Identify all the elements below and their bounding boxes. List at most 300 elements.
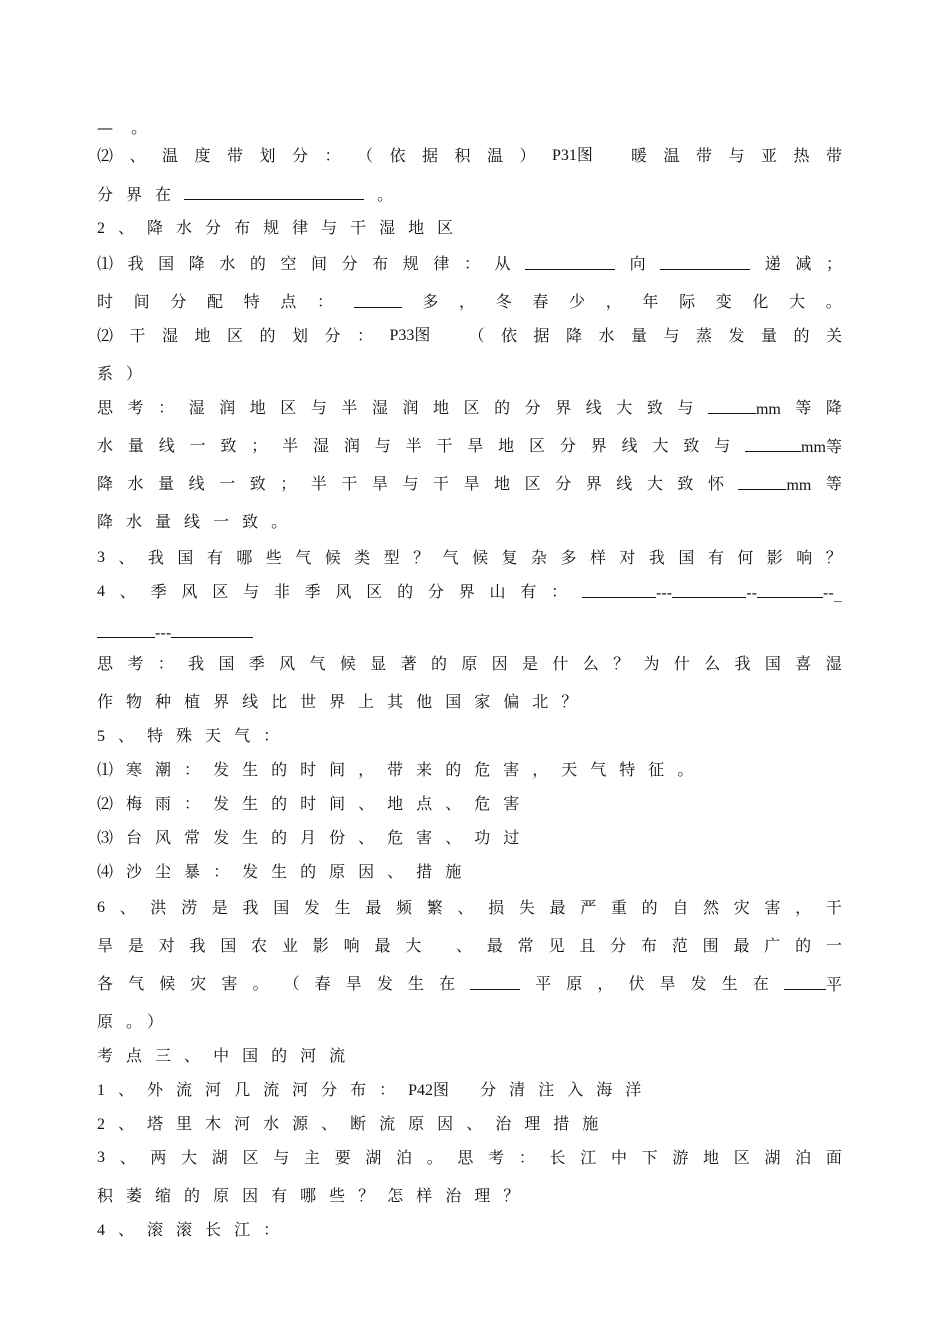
text-token: 几 [234, 1080, 251, 1099]
text-token: 带 [387, 760, 404, 779]
text-token: 生 [407, 974, 424, 993]
text-token: 分 [292, 146, 309, 165]
text-token: 湿 [313, 436, 330, 455]
text-token: 干 [433, 474, 450, 493]
text-token: 湿 [162, 326, 179, 345]
text-token: 生 [271, 862, 288, 881]
text-token: 思 [97, 654, 114, 673]
text-token: 3 [97, 1149, 105, 1166]
text-token: 致 [646, 398, 663, 417]
text-token: 样 [589, 548, 606, 567]
text-token: 与 [310, 398, 327, 417]
text-token: ： [357, 326, 374, 345]
text-token: 分 [524, 398, 541, 417]
text-token: 、 [118, 1114, 135, 1133]
fill-in-blank [672, 580, 746, 598]
text-token: 。 [126, 1012, 135, 1031]
text-token: 国 [158, 254, 175, 273]
text-token: 的 [641, 898, 658, 917]
text-token: 水 [263, 1114, 280, 1133]
text-token: 哪 [300, 1186, 317, 1205]
text-token: 1 [97, 1082, 105, 1099]
text-token: 影 [312, 936, 329, 955]
text-token: 湿 [188, 398, 205, 417]
text-token: P33图 [389, 327, 431, 344]
text-token [525, 252, 615, 276]
text-token: 6 [97, 899, 105, 916]
text-token: 变 [715, 292, 732, 311]
text-token: 家 [474, 692, 491, 711]
text-token: 国 [242, 1046, 259, 1065]
text-token: 从 [494, 254, 511, 273]
text-token: 的 [184, 1186, 201, 1205]
text-token: 思 [97, 398, 114, 417]
text-token: 萎 [126, 1186, 143, 1205]
text-token: 干 [436, 436, 453, 455]
text-token: 梅 [126, 794, 143, 813]
text-token: 长 [205, 1220, 222, 1239]
text-token: 潮 [155, 760, 172, 779]
text-token: 尘 [155, 862, 172, 881]
text-token: 我 [147, 548, 164, 567]
text-line [97, 144, 842, 168]
text-token: 治 [445, 1186, 462, 1205]
text-token: 湿 [371, 398, 388, 417]
text-token: 间 [329, 794, 346, 813]
text-line [97, 758, 842, 782]
text-token: 干 [129, 326, 146, 345]
text-token: 与 [273, 1148, 290, 1167]
text-token: 致 [220, 436, 237, 455]
text-token: 游 [672, 1148, 689, 1167]
text-token: 、 [118, 1220, 135, 1239]
text-token: 与 [374, 436, 391, 455]
text-token: 区 [733, 1148, 750, 1167]
text-token: 布 [372, 254, 389, 273]
text-line [97, 1184, 842, 1208]
text-token: 温 [162, 146, 179, 165]
text-token: 常 [517, 936, 534, 955]
text-token: 、 [119, 582, 136, 601]
text-line [97, 620, 842, 644]
text-token: 依 [500, 326, 517, 345]
text-token: ？ [561, 692, 578, 711]
text-token: 、 [457, 898, 474, 917]
text-line [97, 216, 842, 240]
text-token: 风 [155, 828, 172, 847]
text-token [184, 185, 364, 204]
text-token: 生 [242, 794, 259, 813]
text-token: 业 [281, 936, 298, 955]
text-token: 多 [422, 292, 439, 311]
text-line [97, 1146, 842, 1170]
text-token: 源 [292, 1114, 309, 1133]
text-token: 考 [488, 1148, 505, 1167]
text-token: 、 [118, 218, 135, 237]
text-token: 发 [213, 760, 230, 779]
text-token: ： [263, 1220, 280, 1239]
text-line [97, 724, 842, 748]
text-token: 要 [334, 1148, 351, 1167]
text-token: 重 [610, 898, 627, 917]
text-token: 著 [400, 654, 417, 673]
text-token: 一 [189, 436, 206, 455]
text-token: 哪 [236, 548, 253, 567]
text-token: 的 [793, 326, 810, 345]
text-line [97, 252, 842, 276]
text-token: 与 [321, 218, 338, 237]
text-token: 空 [280, 254, 297, 273]
text-token: 份 [329, 828, 346, 847]
text-token: 时 [300, 794, 317, 813]
text-token: 少 [569, 292, 586, 311]
text-token: 致 [683, 436, 700, 455]
text-token: 响 [343, 936, 360, 955]
text-token [609, 144, 614, 168]
text-token: 的 [249, 254, 266, 273]
text-token: 一 [825, 936, 842, 955]
text-token: 、 [445, 794, 462, 813]
text-token: 范 [671, 936, 688, 955]
text-token: 区 [212, 582, 229, 601]
text-token: 分 [324, 326, 341, 345]
text-token: 主 [303, 1148, 320, 1167]
text-token: 润 [343, 436, 360, 455]
text-token: ： [463, 254, 480, 273]
text-token: 区 [366, 582, 383, 601]
text-token: 旱 [345, 974, 362, 993]
text-token: 地 [408, 218, 425, 237]
text-token: 来 [416, 760, 433, 779]
text-token [738, 472, 811, 496]
text-token: （ [283, 974, 300, 993]
text-token: 界 [555, 398, 572, 417]
text-token: 流 [263, 1080, 280, 1099]
text-token: 季 [248, 654, 265, 673]
text-token: 怀 [707, 474, 724, 493]
text-token: 农 [251, 936, 268, 955]
text-token: 区 [524, 474, 541, 493]
text-token: 分 [205, 218, 222, 237]
text-token: 我 [189, 936, 206, 955]
text-token: 与 [714, 436, 731, 455]
text-token: 致 [242, 512, 259, 531]
text-token: 原 [408, 1114, 425, 1133]
text-token: 线 [585, 398, 602, 417]
text-token: 降 [565, 326, 582, 345]
text-line [97, 396, 842, 420]
text-token: 候 [159, 974, 176, 993]
text-line [97, 472, 842, 496]
fill-in-blank [184, 182, 364, 200]
text-token: 措 [416, 862, 433, 881]
text-token: 断 [350, 1114, 367, 1133]
text-token: 依 [389, 146, 406, 165]
text-token: 国 [177, 548, 194, 567]
text-token: 其 [387, 692, 404, 711]
text-token: 候 [339, 654, 356, 673]
text-token: 有 [520, 582, 537, 601]
text-token: 平 [535, 974, 552, 993]
text-token: 与 [677, 398, 694, 417]
text-token: 因 [491, 654, 508, 673]
text-line [97, 290, 842, 314]
text-line [97, 116, 842, 140]
text-line [97, 690, 842, 714]
text-token: 3 [97, 549, 105, 566]
text-fragment: --_ [823, 583, 842, 602]
text-token: 水 [127, 474, 144, 493]
text-fragment: --- [655, 583, 673, 602]
text-token: 国 [678, 548, 695, 567]
text-token: 大 [789, 292, 806, 311]
text-token: 在 [155, 185, 172, 204]
text-token: 气 [309, 654, 326, 673]
text-token: ， [459, 292, 476, 311]
text-token: ； [280, 474, 297, 493]
text-token: P31图 [552, 147, 593, 164]
text-token: 施 [445, 862, 462, 881]
text-token: 划 [292, 326, 309, 345]
text-token: 灾 [733, 898, 750, 917]
text-token: 我 [127, 254, 144, 273]
text-token: 广 [764, 936, 781, 955]
text-token: 润 [219, 398, 236, 417]
text-token: ⑵ [97, 146, 114, 165]
text-token: 河 [300, 1046, 317, 1065]
text-token: 河 [234, 1114, 251, 1133]
text-token: 是 [522, 654, 539, 673]
text-token [470, 972, 520, 996]
text-token: 旱 [463, 474, 480, 493]
text-token: 间 [311, 254, 328, 273]
text-token: 春 [314, 974, 331, 993]
text-token: 注 [538, 1080, 555, 1099]
text-token: 月 [300, 828, 317, 847]
text-token: 的 [271, 828, 288, 847]
text-token: 最 [486, 936, 503, 955]
text-token: 为 [643, 654, 660, 673]
text-token: 江 [234, 1220, 251, 1239]
text-token: 他 [416, 692, 433, 711]
text-token: 洪 [150, 898, 167, 917]
text-line [97, 972, 842, 996]
text-token: 大 [616, 398, 633, 417]
text-token: 分 [559, 436, 576, 455]
text-fragment: -- [746, 583, 758, 602]
text-token: 间 [329, 760, 346, 779]
text-token: 温 [487, 146, 504, 165]
text-token: 上 [358, 692, 375, 711]
text-token: ： [157, 654, 174, 673]
text-token: 度 [194, 146, 211, 165]
text-token [447, 324, 452, 348]
text-line [97, 1218, 842, 1242]
text-token: 线 [621, 436, 638, 455]
text-token: 国 [273, 898, 290, 917]
text-token: 危 [474, 794, 491, 813]
text-token: 怎 [387, 1186, 404, 1205]
text-token: 地 [494, 474, 511, 493]
text-token: ： [551, 582, 568, 601]
text-token: 最 [733, 936, 750, 955]
fill-in-blank [525, 252, 615, 270]
text-token: 。 [426, 1148, 443, 1167]
text-token: 自 [672, 898, 689, 917]
text-token: 季 [150, 582, 167, 601]
text-token: ： [317, 292, 334, 311]
text-line [97, 1078, 842, 1102]
text-token: 两 [150, 1148, 167, 1167]
text-token: 湖 [211, 1148, 228, 1167]
text-token: 施 [582, 1114, 599, 1133]
text-token: 的 [271, 1046, 288, 1065]
text-token: 我 [188, 654, 205, 673]
text-token: 时 [300, 760, 317, 779]
text-token: 什 [552, 654, 569, 673]
text-token: 是 [211, 898, 228, 917]
text-token: — [97, 118, 119, 137]
text-token: 致 [249, 474, 266, 493]
text-token: 地 [433, 398, 450, 417]
text-token: 间 [133, 292, 150, 311]
text-token: 、 [118, 548, 135, 567]
text-token: ， [532, 760, 549, 779]
text-token: 风 [279, 654, 296, 673]
text-token: 、 [129, 146, 146, 165]
text-token: 面 [825, 1148, 842, 1167]
text-token: 润 [402, 398, 419, 417]
text-fragment: 平 [825, 975, 842, 994]
text-token: 旱 [97, 936, 114, 955]
text-token [745, 434, 842, 458]
text-token: 化 [752, 292, 769, 311]
text-token: ？ [825, 548, 842, 567]
text-token: 生 [242, 760, 259, 779]
text-token: 的 [494, 398, 511, 417]
text-line [97, 510, 842, 534]
text-token: 2 [97, 1116, 105, 1133]
text-token: ： [518, 1148, 535, 1167]
text-token: 流 [176, 1080, 193, 1099]
text-token: 界 [329, 692, 346, 711]
text-line [97, 1112, 842, 1136]
text-token: 山 [489, 582, 506, 601]
text-token: 样 [416, 1186, 433, 1205]
text-token: ？ [413, 548, 430, 567]
text-token: 。 [271, 512, 288, 531]
text-token: 危 [474, 760, 491, 779]
text-token: ？ [503, 1186, 520, 1205]
text-token: 水 [176, 218, 193, 237]
text-line [97, 546, 842, 570]
text-token: 季 [304, 582, 321, 601]
text-token [660, 252, 750, 276]
text-token: 且 [579, 936, 596, 955]
text-token: 喜 [795, 654, 812, 673]
text-token: 4 [97, 583, 105, 600]
text-token: 塔 [147, 1114, 164, 1133]
text-token: 北 [532, 692, 549, 711]
text-token: 的 [271, 794, 288, 813]
text-token: 然 [703, 898, 720, 917]
text-token: 风 [335, 582, 352, 601]
text-token: 带 [695, 146, 712, 165]
text-token: 害 [764, 898, 781, 917]
text-token: 地 [498, 436, 515, 455]
text-token: 、 [387, 862, 404, 881]
text-token: 么 [582, 654, 599, 673]
fill-in-blank [784, 972, 826, 990]
text-token: 2 [97, 220, 105, 237]
text-token: 、 [466, 1114, 483, 1133]
text-token: 理 [474, 1186, 491, 1205]
text-token: 布 [234, 218, 251, 237]
text-token: 原 [329, 862, 346, 881]
text-token: 年 [642, 292, 659, 311]
text-token: 、 [118, 1080, 135, 1099]
text-line [97, 1010, 842, 1034]
text-token: 气 [442, 548, 459, 567]
text-token: 。 [252, 974, 269, 993]
fill-in-blank [582, 580, 656, 598]
text-token: 中 [610, 1148, 627, 1167]
text-token: 配 [207, 292, 224, 311]
text-token: 、 [358, 828, 375, 847]
text-token: 分 [341, 254, 358, 273]
text-token: 点 [280, 292, 297, 311]
text-token: 暖 [630, 146, 647, 165]
text-token: 旱 [467, 436, 484, 455]
text-token: 区 [280, 398, 297, 417]
text-token: 涝 [181, 898, 198, 917]
text-token: 量 [158, 474, 175, 493]
text-token: 对 [158, 936, 175, 955]
text-token: 减 [795, 254, 812, 273]
text-token: 泊 [795, 1148, 812, 1167]
text-token: 特 [147, 726, 164, 745]
text-token: 等 [825, 474, 842, 493]
text-token: 国 [764, 654, 781, 673]
text-token: 据 [422, 146, 439, 165]
text-token: 界 [213, 692, 230, 711]
text-token: 发 [213, 794, 230, 813]
text-token: 界 [585, 474, 602, 493]
text-token: 。 [377, 185, 394, 204]
text-line [97, 652, 842, 676]
text-token: 是 [127, 936, 144, 955]
text-token: 湖 [365, 1148, 382, 1167]
text-line [97, 580, 842, 604]
text-token: 的 [259, 326, 276, 345]
text-token: 气 [128, 974, 145, 993]
text-token: 半 [282, 436, 299, 455]
text-token: 发 [303, 898, 320, 917]
text-token: 带 [227, 146, 244, 165]
text-token: 、 [184, 1046, 201, 1065]
text-token: ⑷ [97, 862, 114, 881]
text-token: 积 [454, 146, 471, 165]
text-token: 河 [205, 1080, 222, 1099]
text-token: 的 [445, 760, 462, 779]
text-token: 候 [324, 548, 341, 567]
text-token: 种 [155, 692, 172, 711]
text-token: 线 [158, 436, 175, 455]
text-token: 损 [488, 898, 505, 917]
text-token: 非 [273, 582, 290, 601]
text-fragment: mm [755, 401, 781, 418]
text-line [97, 896, 842, 920]
